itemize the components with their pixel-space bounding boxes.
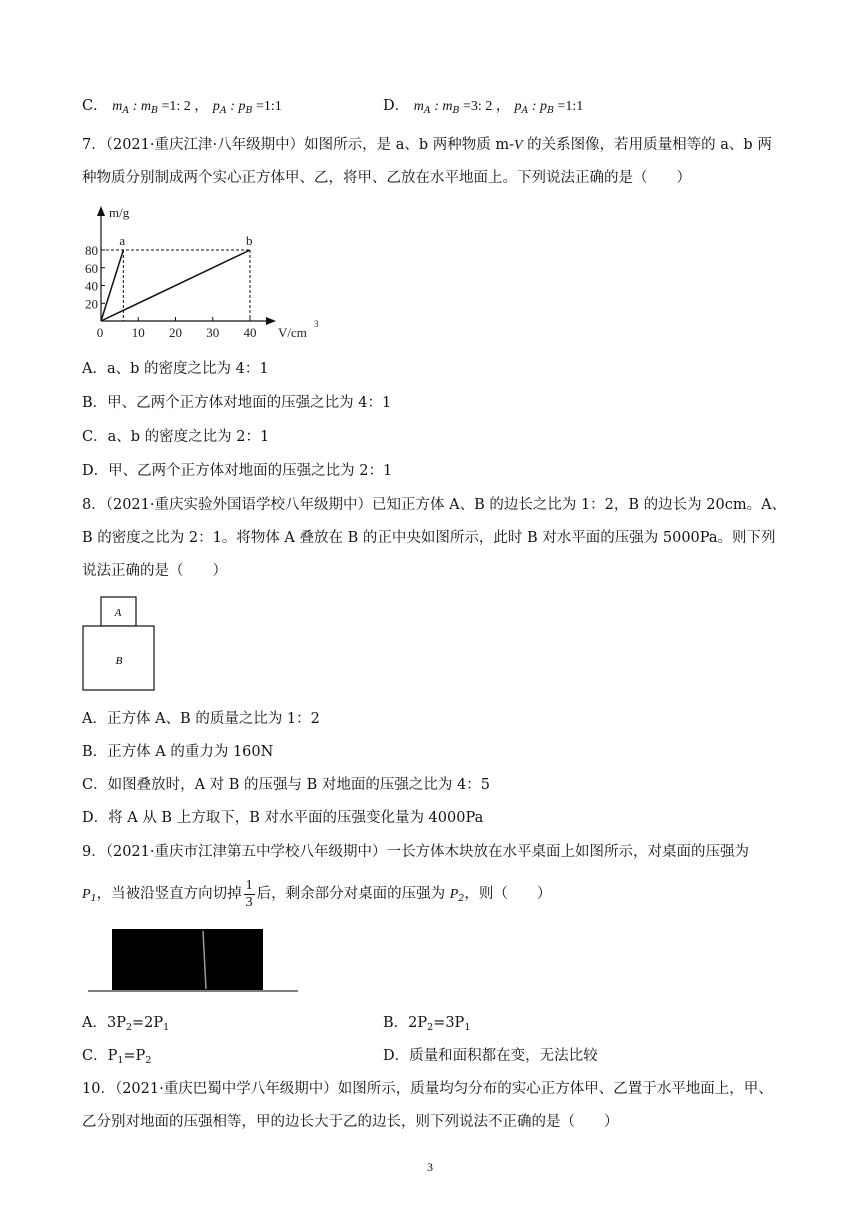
q6-option-c: C． $m_A$ : $m_B =1$: 2 ， $p_A$ : $p_B$ =1:1 xyxy=(82,98,282,116)
q8-stem-line2: B 的密度之比为 2：1。将物体 A 叠放在 B 的正中央如图所示，此时 B 对水平面的压强为 5000Pa。则下列 xyxy=(82,530,776,546)
x-axis-label-superscript: 3 xyxy=(314,319,319,329)
x-axis-arrow xyxy=(266,317,276,325)
y-axis-arrow xyxy=(97,206,105,216)
x-tick-label: 0 xyxy=(96,325,104,340)
one-third-fraction: $\frac{1}{3}$ xyxy=(245,877,253,910)
x-tick-label: 10 xyxy=(131,325,145,340)
q9-stem-line2: $P_1$，当被沿竖直方向切掉 $\frac{1}{3}$ 后，剩余部分对桌面的压强为 $P_2$，则（ ） xyxy=(82,877,552,910)
q9-option-c: C．$P_1=P_2$ xyxy=(82,1048,152,1066)
q8-stem-line3: 说法正确的是（ ） xyxy=(82,563,227,579)
y-axis-label: m/g xyxy=(109,205,130,220)
q9-option-a: A．$3P_2=2P_1$ xyxy=(82,1015,170,1033)
q7-option-d: D．甲、乙两个正方体对地面的压强之比为 2：1 xyxy=(82,463,393,479)
page-number: 3 xyxy=(427,1160,433,1174)
q9-option-d: D．质量和面积都在变，无法比较 xyxy=(383,1048,598,1064)
q9-stem-line1: 9．（2021·重庆市江津第五中学校八年级期中）一长方体木块放在水平桌面上如图所示，对桌面的压强为 xyxy=(82,844,749,860)
q8-option-c: C．如图叠放时，A 对 B 的压强与 B 对地面的压强之比为 4：5 xyxy=(82,777,490,793)
y-tick-label: 60 xyxy=(85,260,98,276)
q10-stem-line1: 10．（2021·重庆巴蜀中学八年级期中）如图所示，质量均匀分布的实心正方体甲、乙置于水平地面上，甲、 xyxy=(82,1081,773,1097)
series-b-label: b xyxy=(246,233,253,248)
x-axis-label: V/cm xyxy=(278,325,307,340)
q9-option-b: B．$2P_2=3P_1$ xyxy=(383,1015,471,1033)
q6-option-d: D． $m_A$ : $m_B =3$: 2 ， $p_A$ : $p_B$ =1:1 xyxy=(383,98,584,116)
series-a-label: a xyxy=(119,233,126,248)
q8-stem-line1: 8．（2021·重庆实验外国语学校八年级期中）已知正方体 A、B 的边长之比为 1：2，B 的边长为 20cm。A、 xyxy=(82,497,787,513)
q8-option-d: D．将 A 从 B 上方取下，B 对水平面的压强变化量为 4000Pa xyxy=(82,810,484,826)
y-tick-label: 80 xyxy=(85,243,98,258)
q7-option-a: A．a、b 的密度之比为 4：1 xyxy=(82,361,269,377)
wooden-block xyxy=(112,929,263,990)
q8-option-a: A．正方体 A、B 的质量之比为 1：2 xyxy=(82,711,320,727)
q8-option-b: B．正方体 A 的重力为 160N xyxy=(82,744,274,760)
q7-option-c: C．a、b 的密度之比为 2：1 xyxy=(82,429,270,445)
q10-stem-line2: 乙分别对地面的压强相等，甲的边长大于乙的边长，则下列说法不正确的是（ ） xyxy=(82,1114,619,1130)
q8-stacked-cubes-figure xyxy=(82,596,158,692)
cube-b-label: B xyxy=(115,655,123,667)
cube-a-label: A xyxy=(114,607,122,619)
q9-block-on-table-figure xyxy=(88,927,300,995)
x-tick-label: 40 xyxy=(243,325,257,340)
x-tick-label: 30 xyxy=(206,325,220,340)
y-tick-label: 20 xyxy=(85,296,98,312)
q7-mv-chart xyxy=(82,200,342,348)
y-tick-label: 40 xyxy=(85,278,98,294)
q7-stem-line2: 种物质分别制成两个实心正方体甲、乙，将甲、乙放在水平地面上。下列说法正确的是（ ） xyxy=(82,170,691,186)
x-tick-label: 20 xyxy=(169,325,182,340)
q7-stem-line1: 7．（2021·重庆江津·八年级期中）如图所示，是 a、b 两种物质 m-V 的关系图像，若用质量相等的 a、b 两 xyxy=(82,137,772,153)
q7-option-b: B．甲、乙两个正方体对地面的压强之比为 4：1 xyxy=(82,395,392,411)
